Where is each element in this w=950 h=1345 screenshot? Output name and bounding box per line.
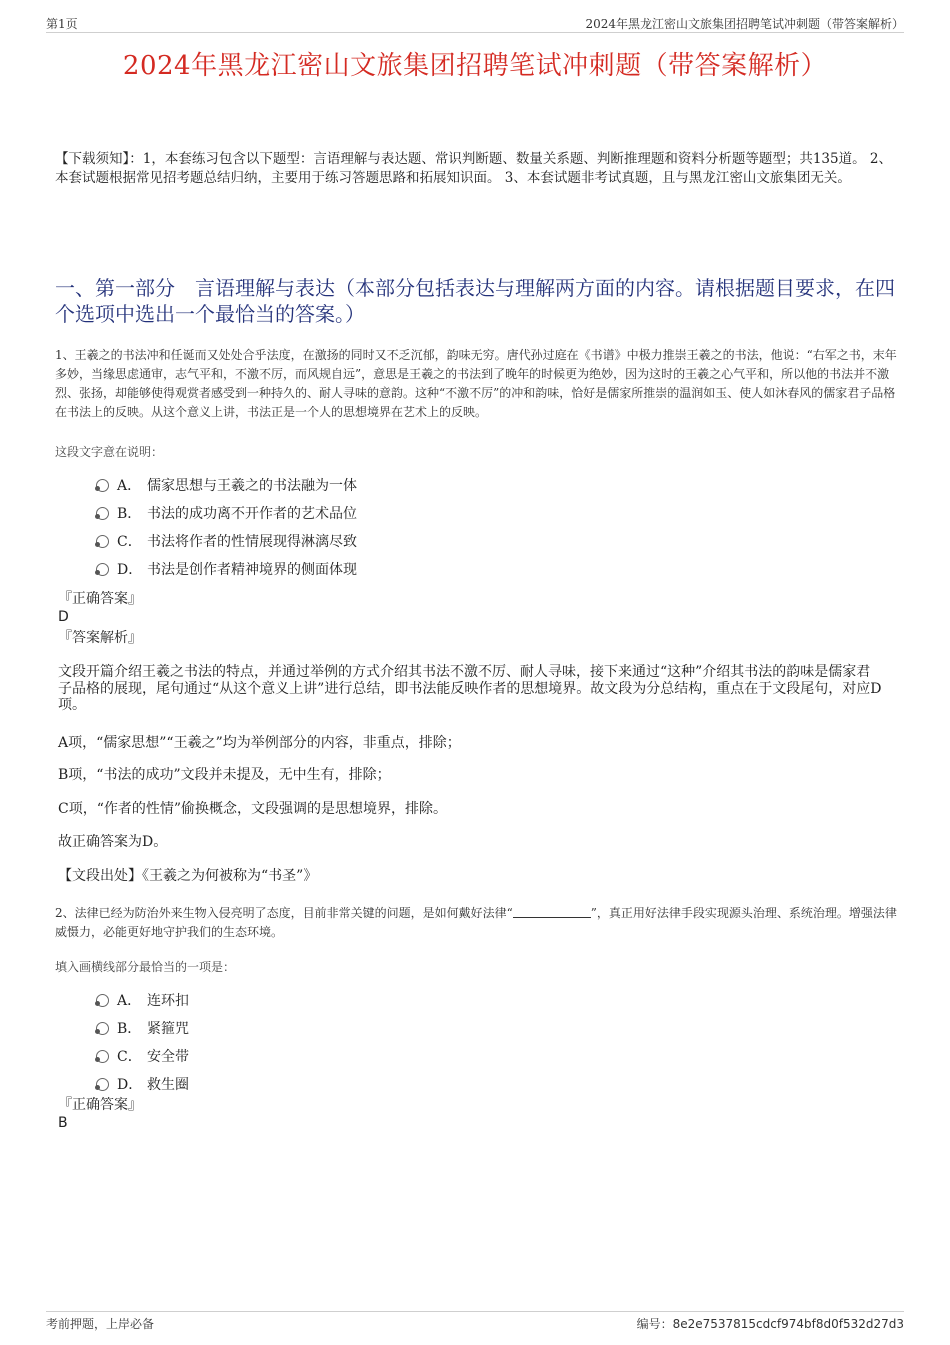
question-2-prompt: 填入画横线部分最恰当的一项是： [55, 960, 236, 974]
code-value: 8e2e7537815cdcf974bf8d0f532d27d3 [672, 1317, 904, 1331]
question-2-option-d[interactable] [96, 1074, 189, 1096]
page-header [46, 14, 904, 33]
question-2-option-a[interactable] [96, 990, 189, 1012]
analysis-text: 文段开篇介绍王羲之书法的特点，并通过举例的方式介绍其书法不激不厉、耐人寻味，接下来通过“这种”介绍其书法的韵味是儒家君子品格的展现，尾句通过“从这个意义上讲”进行总结，即书法能反映作者的思想境界。故文段为分总结构，重点在于文段尾句，对应D项。 [58, 664, 882, 713]
question-2-text-before: 2、法律已经为防治外来生物入侵亮明了态度，目前非常关键的问题，是如何戴好法律“ [55, 906, 513, 920]
option-letter: B． [117, 506, 142, 522]
code-label: 编号： [636, 1317, 673, 1331]
analysis-option-c: C项，“作者的性情”偷换概念，文段强调的是思想境界，排除。 [58, 801, 448, 817]
radio-icon[interactable] [96, 1022, 109, 1035]
page-footer [46, 1311, 904, 1332]
radio-icon[interactable] [96, 1050, 109, 1063]
option-text: 儒家思想与王羲之的书法融为一体 [147, 478, 357, 494]
option-text: 紧箍咒 [147, 1021, 189, 1037]
correct-answer-label: 『正确答案』 [58, 591, 142, 607]
correct-answer: B [58, 1115, 68, 1131]
question-2-text-after: ”，真正用好法律手段实现源头治理、系统治理。增强法律威慑力，必能更好地守护我们的生态环境。 [55, 906, 897, 939]
option-letter: B． [117, 1021, 142, 1037]
radio-icon[interactable] [96, 1078, 109, 1091]
analysis-option-a: A项，“儒家思想”“王羲之”均为举例部分的内容，非重点，排除； [58, 735, 461, 751]
question-1-prompt: 这段文字意在说明： [55, 445, 164, 459]
option-text: 安全带 [147, 1049, 189, 1065]
option-letter: D． [117, 562, 143, 578]
question-1-option-a[interactable] [96, 475, 357, 497]
option-text: 书法将作者的性情展现得淋漓尽致 [147, 534, 357, 550]
option-letter: A． [117, 993, 142, 1009]
header-doc-title: 2024年黑龙江密山文旅集团招聘笔试冲刺题（带答案解析） [585, 17, 904, 31]
option-letter: C． [117, 1049, 142, 1065]
analysis-label: 『答案解析』 [58, 630, 142, 646]
question-1-option-c[interactable] [96, 531, 357, 553]
document-title: 2024年黑龙江密山文旅集团招聘笔试冲刺题（带答案解析） [122, 51, 828, 81]
analysis-conclusion: 故正确答案为D。 [58, 834, 168, 850]
passage-source: 【文段出处】《王羲之为何被称为“书圣”》 [58, 868, 318, 884]
option-text: 连环扣 [147, 993, 189, 1009]
fill-blank [513, 905, 591, 918]
option-letter: A． [117, 478, 142, 494]
correct-answer: D [58, 609, 69, 625]
option-text: 书法是创作者精神境界的侧面体现 [147, 562, 357, 578]
question-1-option-d[interactable] [96, 559, 357, 581]
question-2-text [55, 904, 900, 942]
document-code [637, 1315, 904, 1332]
option-letter: C． [117, 534, 142, 550]
footer-slogan: 考前押题，上岸必备 [46, 1317, 155, 1331]
page-number: 第1页 [46, 17, 78, 31]
question-2-option-b[interactable] [96, 1018, 189, 1040]
question-1-option-b[interactable] [96, 503, 357, 525]
radio-icon[interactable] [96, 535, 109, 548]
radio-icon[interactable] [96, 994, 109, 1007]
option-text: 书法的成功离不开作者的艺术品位 [147, 506, 357, 522]
option-text: 救生圈 [147, 1077, 189, 1093]
question-1-text: 1、王羲之的书法冲和任诞而又处处合乎法度，在激扬的同时又不乏沉郁，韵味无穷。唐代孙过庭在《书谱》中极力推崇王羲之的书法，他说：“右军之书，末年多妙，当缘思虑通审，志气平和，不激不厉，而风规自远”，意思是王羲之的书法到了晚年的时候更为绝妙，因为这时的王羲之心气平和，所以他的书法并不激烈、张扬，却能够使得观赏者感受到一种持久的、耐人寻味的意韵。这种“不激不厉”的冲和韵味，恰好是儒家所推崇的温润如玉、使人如沐春风的儒家君子品格在书法上的反映。从这个意义上讲，书法正是一个人的思想境界在艺术上的反映。 [55, 348, 897, 419]
correct-answer-label: 『正确答案』 [58, 1097, 142, 1113]
option-letter: D． [117, 1077, 143, 1093]
analysis-option-b: B项，“书法的成功”文段并未提及，无中生有，排除； [58, 767, 391, 783]
radio-icon[interactable] [96, 479, 109, 492]
download-notice: 【下载须知】：1，本套练习包含以下题型：言语理解与表达题、常识判断题、数量关系题、判断推理题和资料分析题等题型；共135道。 2、本套试题根据常见招考题总结归纳，主要用于练习答题思路和拓展知识面。 3、本套试题非考试真题，且与黑龙江密山文旅集团无关。 [55, 151, 892, 186]
question-2-option-c[interactable] [96, 1046, 189, 1068]
radio-icon[interactable] [96, 563, 109, 576]
radio-icon[interactable] [96, 507, 109, 520]
section-heading: 一、第一部分 言语理解与表达（本部分包括表达与理解两方面的内容。请根据题目要求，在四个选项中选出一个最恰当的答案。） [55, 276, 895, 326]
